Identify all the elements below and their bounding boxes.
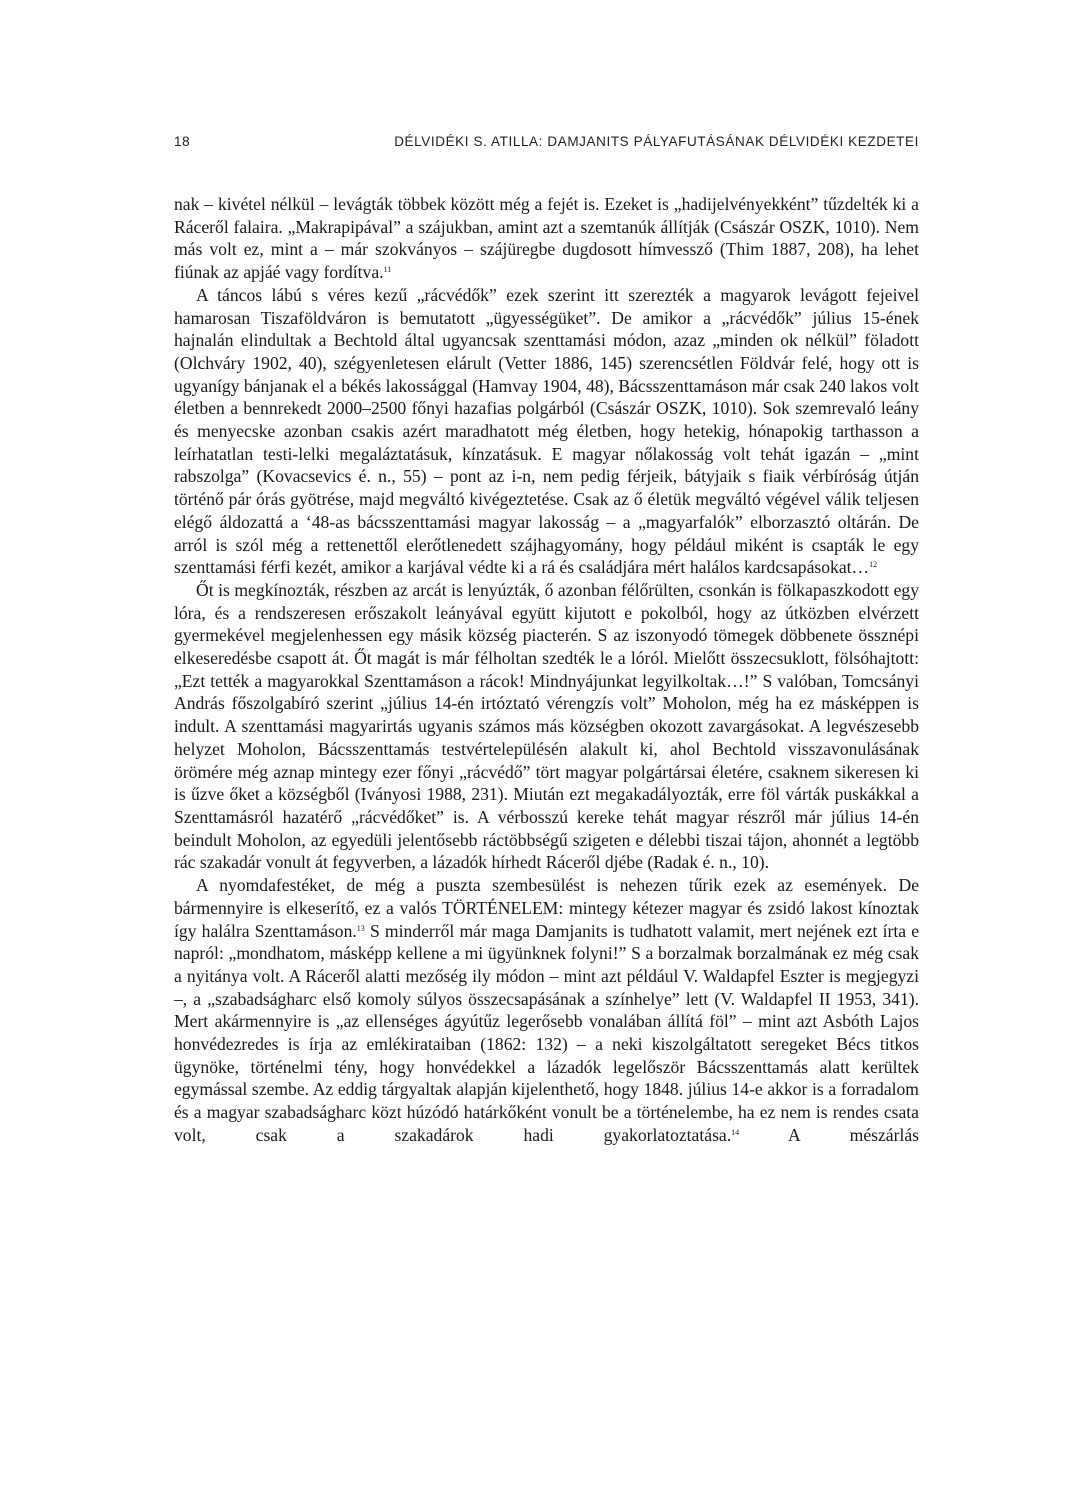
paragraph [174,874,919,1146]
footnote-reference[interactable]: 13 [356,923,365,933]
paragraph-text: A táncos lábú s véres kezű „rácvédők” ezek szerint itt szerezték a magyarok levágott fejeivel hamarosan Tiszaföldváron is bemutatott „ügyességüket”. De amikor a „rácvédők” július 15-ének hajnalán elindultak a Bechtold által ugyancsak szenttamási módon, azaz „minden ok nélkül” föladott (Olchváry 1902, 40), szégyenletesen elárult (Vetter 1886, 145) szerencsétlen Földvár felé, hogy ott is ugyanígy bánjanak el a békés lakossággal (Hamvay 1904, 48), Bácsszenttamáson már csak 240 lakos volt életben a bennrekedt 2000–2500 főnyi hazafias polgárból (Császár OSZK, 1010). Sok szemrevaló leány és menyecske azonban csakis azért maradhatott még életben, hogy hetekig, hónapokig tarthasson a leírhatatlan testi-lelki megaláztatásuk, kínzatásuk. E magyar nőlakosság volt tehát igazán – „mint rabszolga” (Kovacsevics é. n., 55) – pont az i-n, nem pedig férjeik, bátyjaik s fiaik vérbíróság útján történő pár órás gyötrése, majd megváltó kivégeztetése. Csak az ő életük megváltó végével válik teljesen elégő áldozattá a ‘48-as bácsszenttamási magyar lakosság – a „magyarfalók” elborzasztó oltárán. De arról is szól még a rettenettől elerőtlenedett szájhagyomány, hogy például miként is csapták le egy szenttamási férfi kezét, amikor a karjával védte ki a rá és családjára mért halálos kardcsapásokat… [174,284,919,578]
paragraph [174,193,919,284]
page-number: 18 [174,134,191,149]
body-text [174,193,919,1147]
paragraph-text: A mészárlás [739,1124,919,1145]
footnote-reference[interactable]: 14 [731,1127,740,1137]
running-header [174,134,919,154]
footnote-reference[interactable]: 11 [383,265,392,275]
paragraph-text: Őt is megkínozták, részben az arcát is lenyúzták, ő azonban félőrülten, csonkán is fölkapaszkodott egy lóra, és a rendszeresen erőszakolt leányával együtt kijutott e pokolból, hogy az útközben elvérzett gyermekével megjelenhessen egy másik község piacterén. S az iszonyodó tömegek döbbenete össznépi elkeseredésbe csapott át. Őt magát is már félholtan szedték le a lóról. Mielőtt összecsuklott, fölsóhajtott: „Ezt tették a magyarokkal Szenttamáson a rácok! Mindnyájunkat legyilkoltak…!” S valóban, Tomcsányi András főszolgabíró szerint „július 14-én irtóztató vérengzís volt” Moholon, még ha ez másképpen is indult. A szenttamási magyarirtás ugyanis számos más községben okozott zavargásokat. A legvészesebb helyzet Moholon, Bácsszenttamás testvértelepülésén alakult ki, ahol Bechtold visszavonulásának örömére még aznap mintegy ezer főnyi „rácvédő” tört magyar polgártársai életére, csaknem sikeresen ki is űzve őket a községből (Iványosi 1988, 231). Miután ezt megakadályozták, erre föl várták puskákkal a Szenttamásról hazatérő „rácvédőket” is. A vérbosszú kereke tehát magyar részről már július 14-én beindult Moholon, az egyedüli jelentősebb ráctöbbségű szigeten e délebbi tiszai tájon, ahonnét a legtöbb rác szakadár vonult át fegyverben, a lázadók hírhedt Ráceről djébe (Radak é. n., 10). [174,579,919,873]
paragraph [174,579,919,874]
paragraph-text: S minderről már maga Damjanits is tudhatott valamit, mert nejének ezt írta e napról: „mondhatom, másképp kellene a mi ügyünknek folyni!” S a borzalmak borzalmának ez még csak a nyitánya volt. A Ráceről alatti mezőség ily módon – mint azt például V. Waldapfel Eszter is megjegyzi –, a „szabadságharc első komoly súlyos összecsapásának a színhelye” lett (V. Waldapfel II 1953, 341). Mert akármennyire is „az ellenséges ágyútűz legerősebb vonalában állítá föl” – mint azt Asbóth Lajos honvédezredes is írja az emlékirataiban (1862: 132) – a neki kiszolgáltatott seregeket Bécs titkos ügynöke, történelmi tény, hogy honvédekkel a lázadók legelőször Bácsszenttamás alatt kerültek egymással szembe. Az eddig tárgyaltak alapján kijelenthető, hogy 1848. július 14-e akkor is a forradalom és a magyar szabadságharc közt húzódó határkőként vonult be a történelembe, ha ez nem is rendes csata volt, csak a szakadárok hadi gyakorlatoztatása. [174,920,920,1145]
running-title: DÉLVIDÉKI S. ATILLA: DAMJANITS PÁLYAFUTÁSÁNAK DÉLVIDÉKI KEZDETEI [394,134,919,149]
paragraph-text: nak – kivétel nélkül – levágták többek között még a fejét is. Ezeket is „hadijelvényekként” tűzdelték ki a Ráceről falaira. „Makrapipával” a szájukban, amint azt a szemtanúk állítják (Császár OSZK, 1010). Nem más volt ez, mint a – már szokványos – szájüregbe dugdosott hímvessző (Thim 1887, 208), ha lehet fiúnak az apjáé vagy fordítva. [174,194,919,283]
paragraph-text: A nyomdafestéket, de még a puszta szembesülést is nehezen tűrik ezek az események. De bármennyire is elkeserítő, ez a valós TÖRTÉNELEM: mintegy kétezer magyar és zsidó lakost kínoztak így halálra Szenttamáson. [174,875,919,941]
paragraph [174,284,919,579]
footnote-reference[interactable]: 12 [869,560,878,570]
